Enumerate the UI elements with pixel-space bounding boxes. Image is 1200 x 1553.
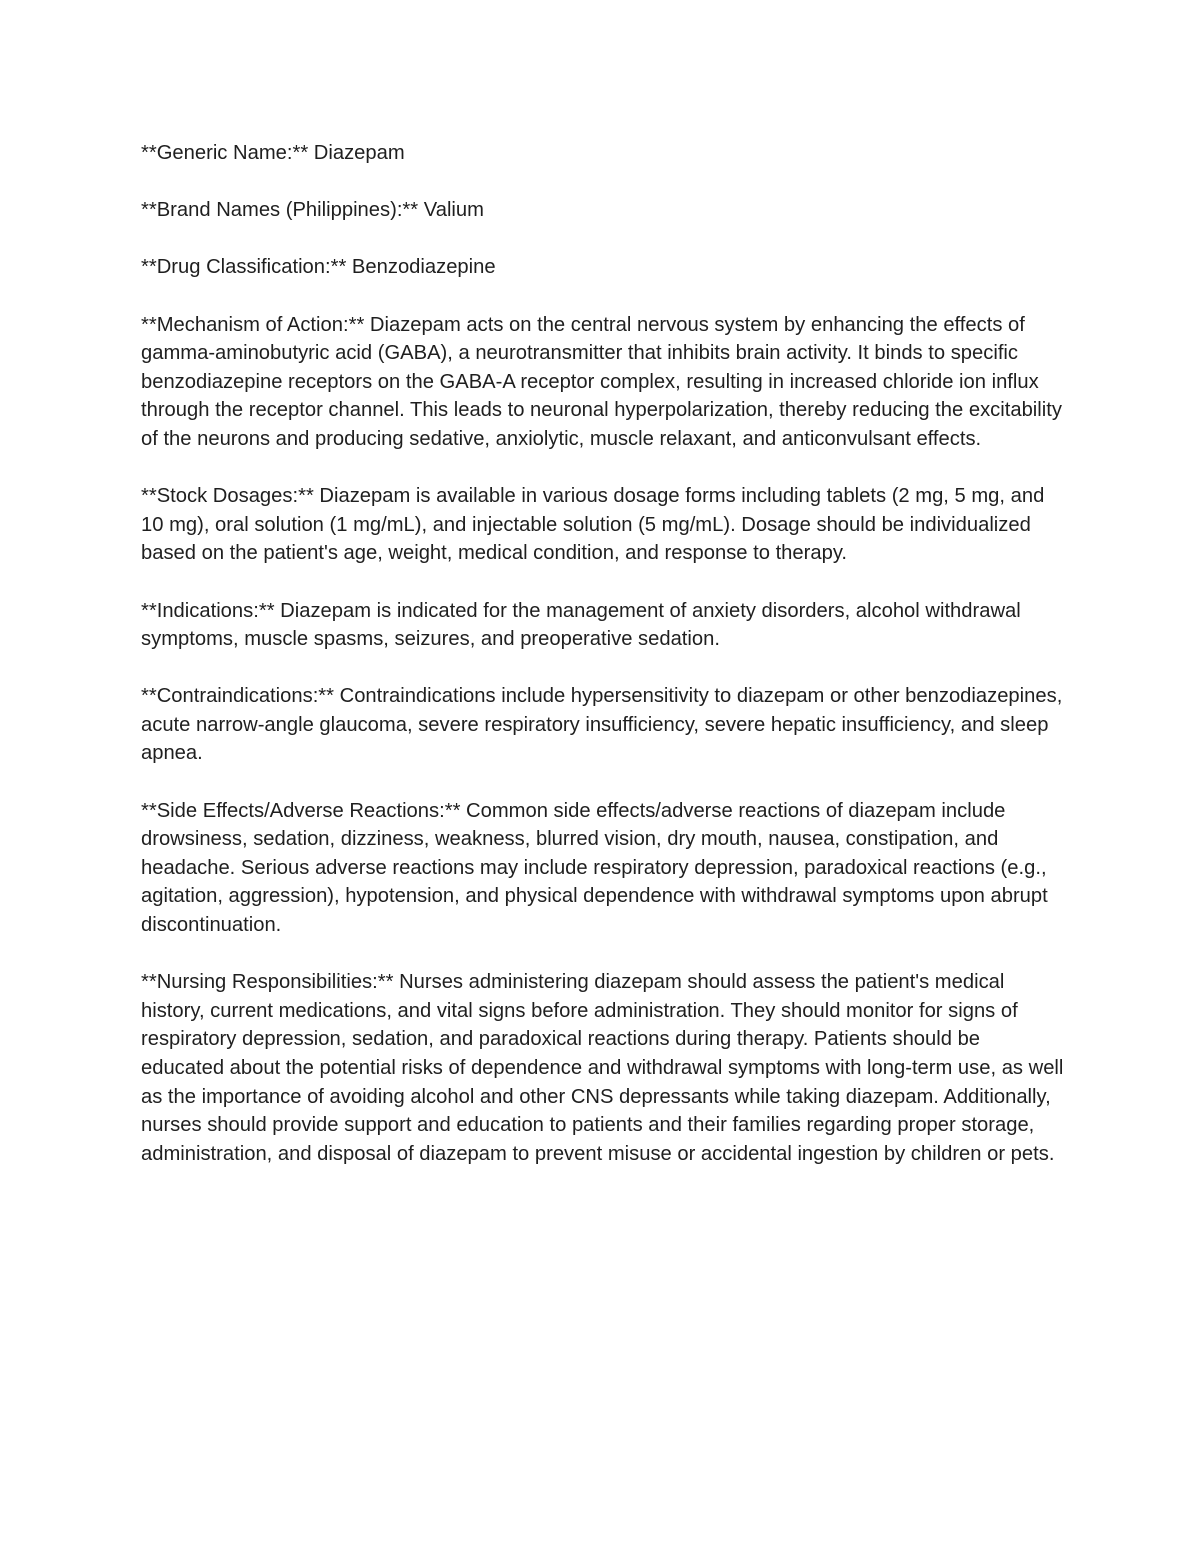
document-body — [141, 139, 1066, 1197]
indications-paragraph: **Indications:** Diazepam is indicated for the management of anxiety disorders, alcohol withdrawal symptoms, muscle spasms, seizures, and preoperative sedation. — [141, 599, 1021, 651]
drug-classification-paragraph: **Drug Classification:** Benzodiazepine — [141, 256, 496, 279]
stock-dosages-paragraph: **Stock Dosages:** Diazepam is available in various dosage forms including tablets (2 mg, 5 mg, and 10 mg), oral solution (1 mg/mL), and injectable solution (5 mg/mL). Dosage should be individualized based on the patient's age, weight, medical condition, and response to therapy. — [141, 485, 1045, 565]
contraindications-paragraph: **Contraindications:** Contraindications include hypersensitivity to diazepam or other benzodiazepines, acute narrow-angle glaucoma, severe respiratory insufficiency, severe hepatic insufficiency, and sleep apnea. — [141, 685, 1063, 765]
generic-name-paragraph: **Generic Name:** Diazepam — [141, 142, 405, 164]
brand-names-paragraph: **Brand Names (Philippines):** Valium — [141, 199, 484, 222]
nursing-responsibilities-paragraph: **Nursing Responsibilities:** Nurses administering diazepam should assess the patient's medical history, current medications, and vital signs before administration. They should monitor for signs of respiratory depression, sedation, and paradoxical reactions during therapy. Patients should be educated about the potential risks of dependence and withdrawal symptoms with long-term use, as well as the importance of avoiding alcohol and other CNS depressants while taking diazepam. Additionally, nurses should provide support and education to patients and their families regarding proper storage, administration, and disposal of diazepam to prevent misuse or accidental ingestion by children or pets. — [141, 971, 1064, 1165]
side-effects-paragraph: **Side Effects/Adverse Reactions:** Common side effects/adverse reactions of diazepam include drowsiness, sedation, dizziness, weakness, blurred vision, dry mouth, nausea, constipation, and headache. Serious adverse reactions may include respiratory depression, paradoxical reactions (e.g., agitation, aggression), hypotension, and physical dependence with withdrawal symptoms upon abrupt discontinuation. — [141, 799, 1048, 937]
mechanism-of-action-paragraph: **Mechanism of Action:** Diazepam acts on the central nervous system by enhancing the effects of gamma-aminobutyric acid (GABA), a neurotransmitter that inhibits brain activity. It binds to specific benzodiazepine receptors on the GABA-A receptor complex, resulting in increased chloride ion influx through the receptor channel. This leads to neuronal hyperpolarization, thereby reducing the excitability of the neurons and producing sedative, anxiolytic, muscle relaxant, and anticonvulsant effects. — [141, 313, 1062, 450]
